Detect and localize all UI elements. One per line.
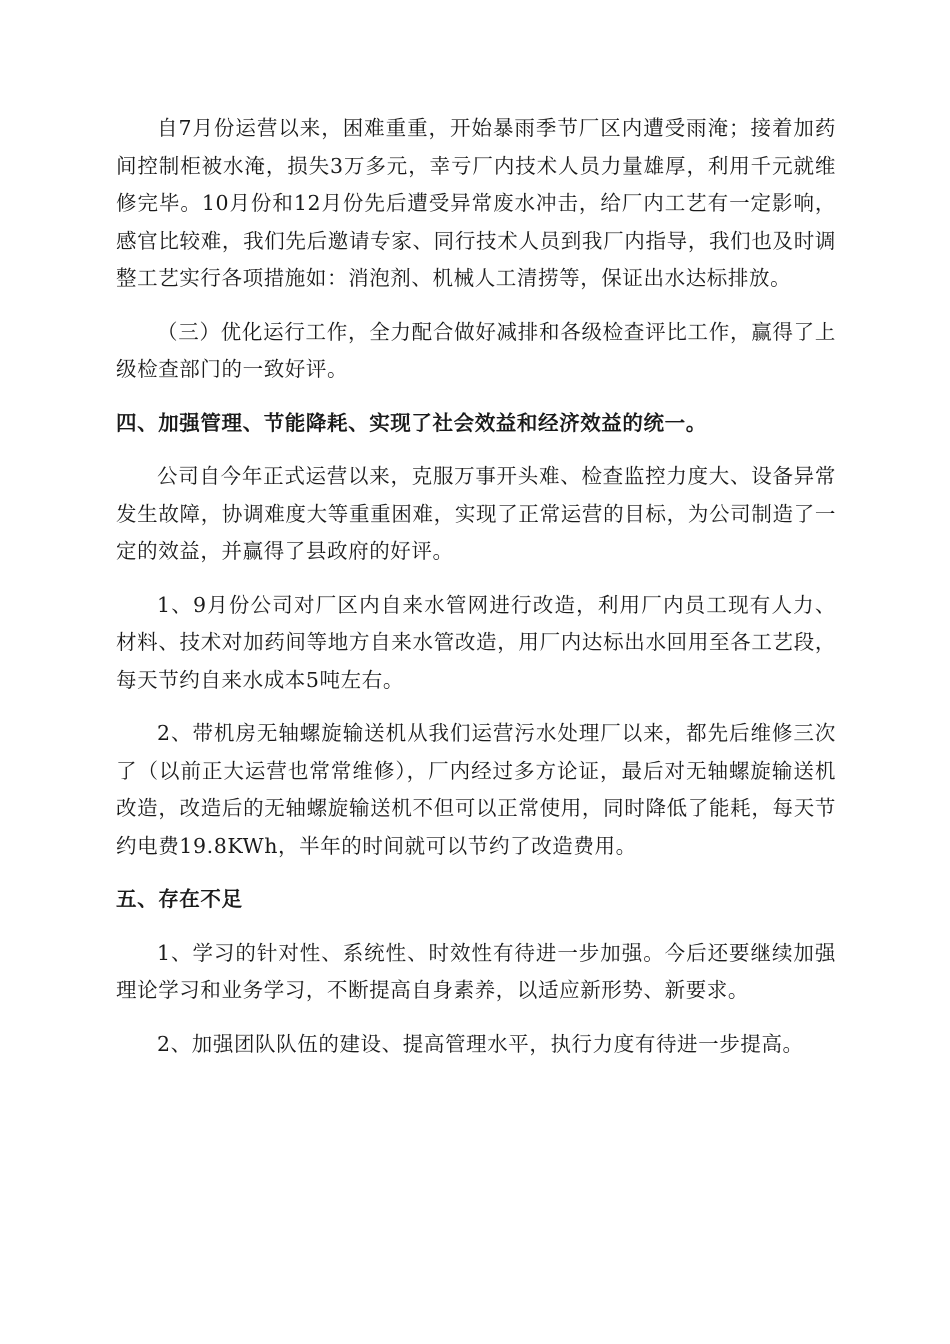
paragraph-flood-incidents: 自7月份运营以来，困难重重，开始暴雨季节厂区内遭受雨淹；接着加药间控制柜被水淹，损失3万多元，幸亏厂内技术人员力量雄厚，利用千元就维修完毕。10月份和12月份先后遭受异常废水冲击，给厂内工艺有一定影响，感官比较难，我们先后邀请专家、同行技术人员到我厂内指导，我们也及时调整工艺实行各项措施如：消泡剂、机械人工清捞等，保证出水达标排放。 <box>116 116 836 290</box>
paragraph-water-pipe-renovation: 1、9月份公司对厂区内自来水管网进行改造，利用厂内员工现有人力、材料、技术对加药间等地方自来水管改造，用厂内达标出水回用至各工艺段，每天节约自来水成本5吨左右。 <box>116 592 836 692</box>
section-heading-shortcomings: 五、存在不足 <box>116 887 243 911</box>
document-page <box>116 110 836 1079</box>
paragraph-learning-improvement: 1、学习的针对性、系统性、时效性有待进一步加强。今后还要继续加强理论学习和业务学习，不断提高自身素养，以适应新形势、新要求。 <box>116 940 836 1002</box>
paragraph-optimize-operation: （三）优化运行工作，全力配合做好减排和各级检查评比工作，赢得了上级检查部门的一致好评。 <box>116 319 836 381</box>
paragraph-team-building: 2、加强团队队伍的建设、提高管理水平，执行力度有待进一步提高。 <box>157 1031 804 1056</box>
section-heading-management: 四、加强管理、节能降耗、实现了社会效益和经济效益的统一。 <box>116 410 707 435</box>
paragraph-conveyor-renovation: 2、带机房无轴螺旋输送机从我们运营污水处理厂以来，都先后维修三次了（以前正大运营也常常维修），厂内经过多方论证，最后对无轴螺旋输送机改造，改造后的无轴螺旋输送机不但可以正常使用，同时降低了能耗，每天节约电费19.8KWh，半年的时间就可以节约了改造费用。 <box>116 721 836 858</box>
paragraph-company-operation: 公司自今年正式运营以来，克服万事开头难、检查监控力度大、设备异常发生故障，协调难度大等重重困难，实现了正常运营的目标，为公司制造了一定的效益，并赢得了县政府的好评。 <box>116 464 836 563</box>
